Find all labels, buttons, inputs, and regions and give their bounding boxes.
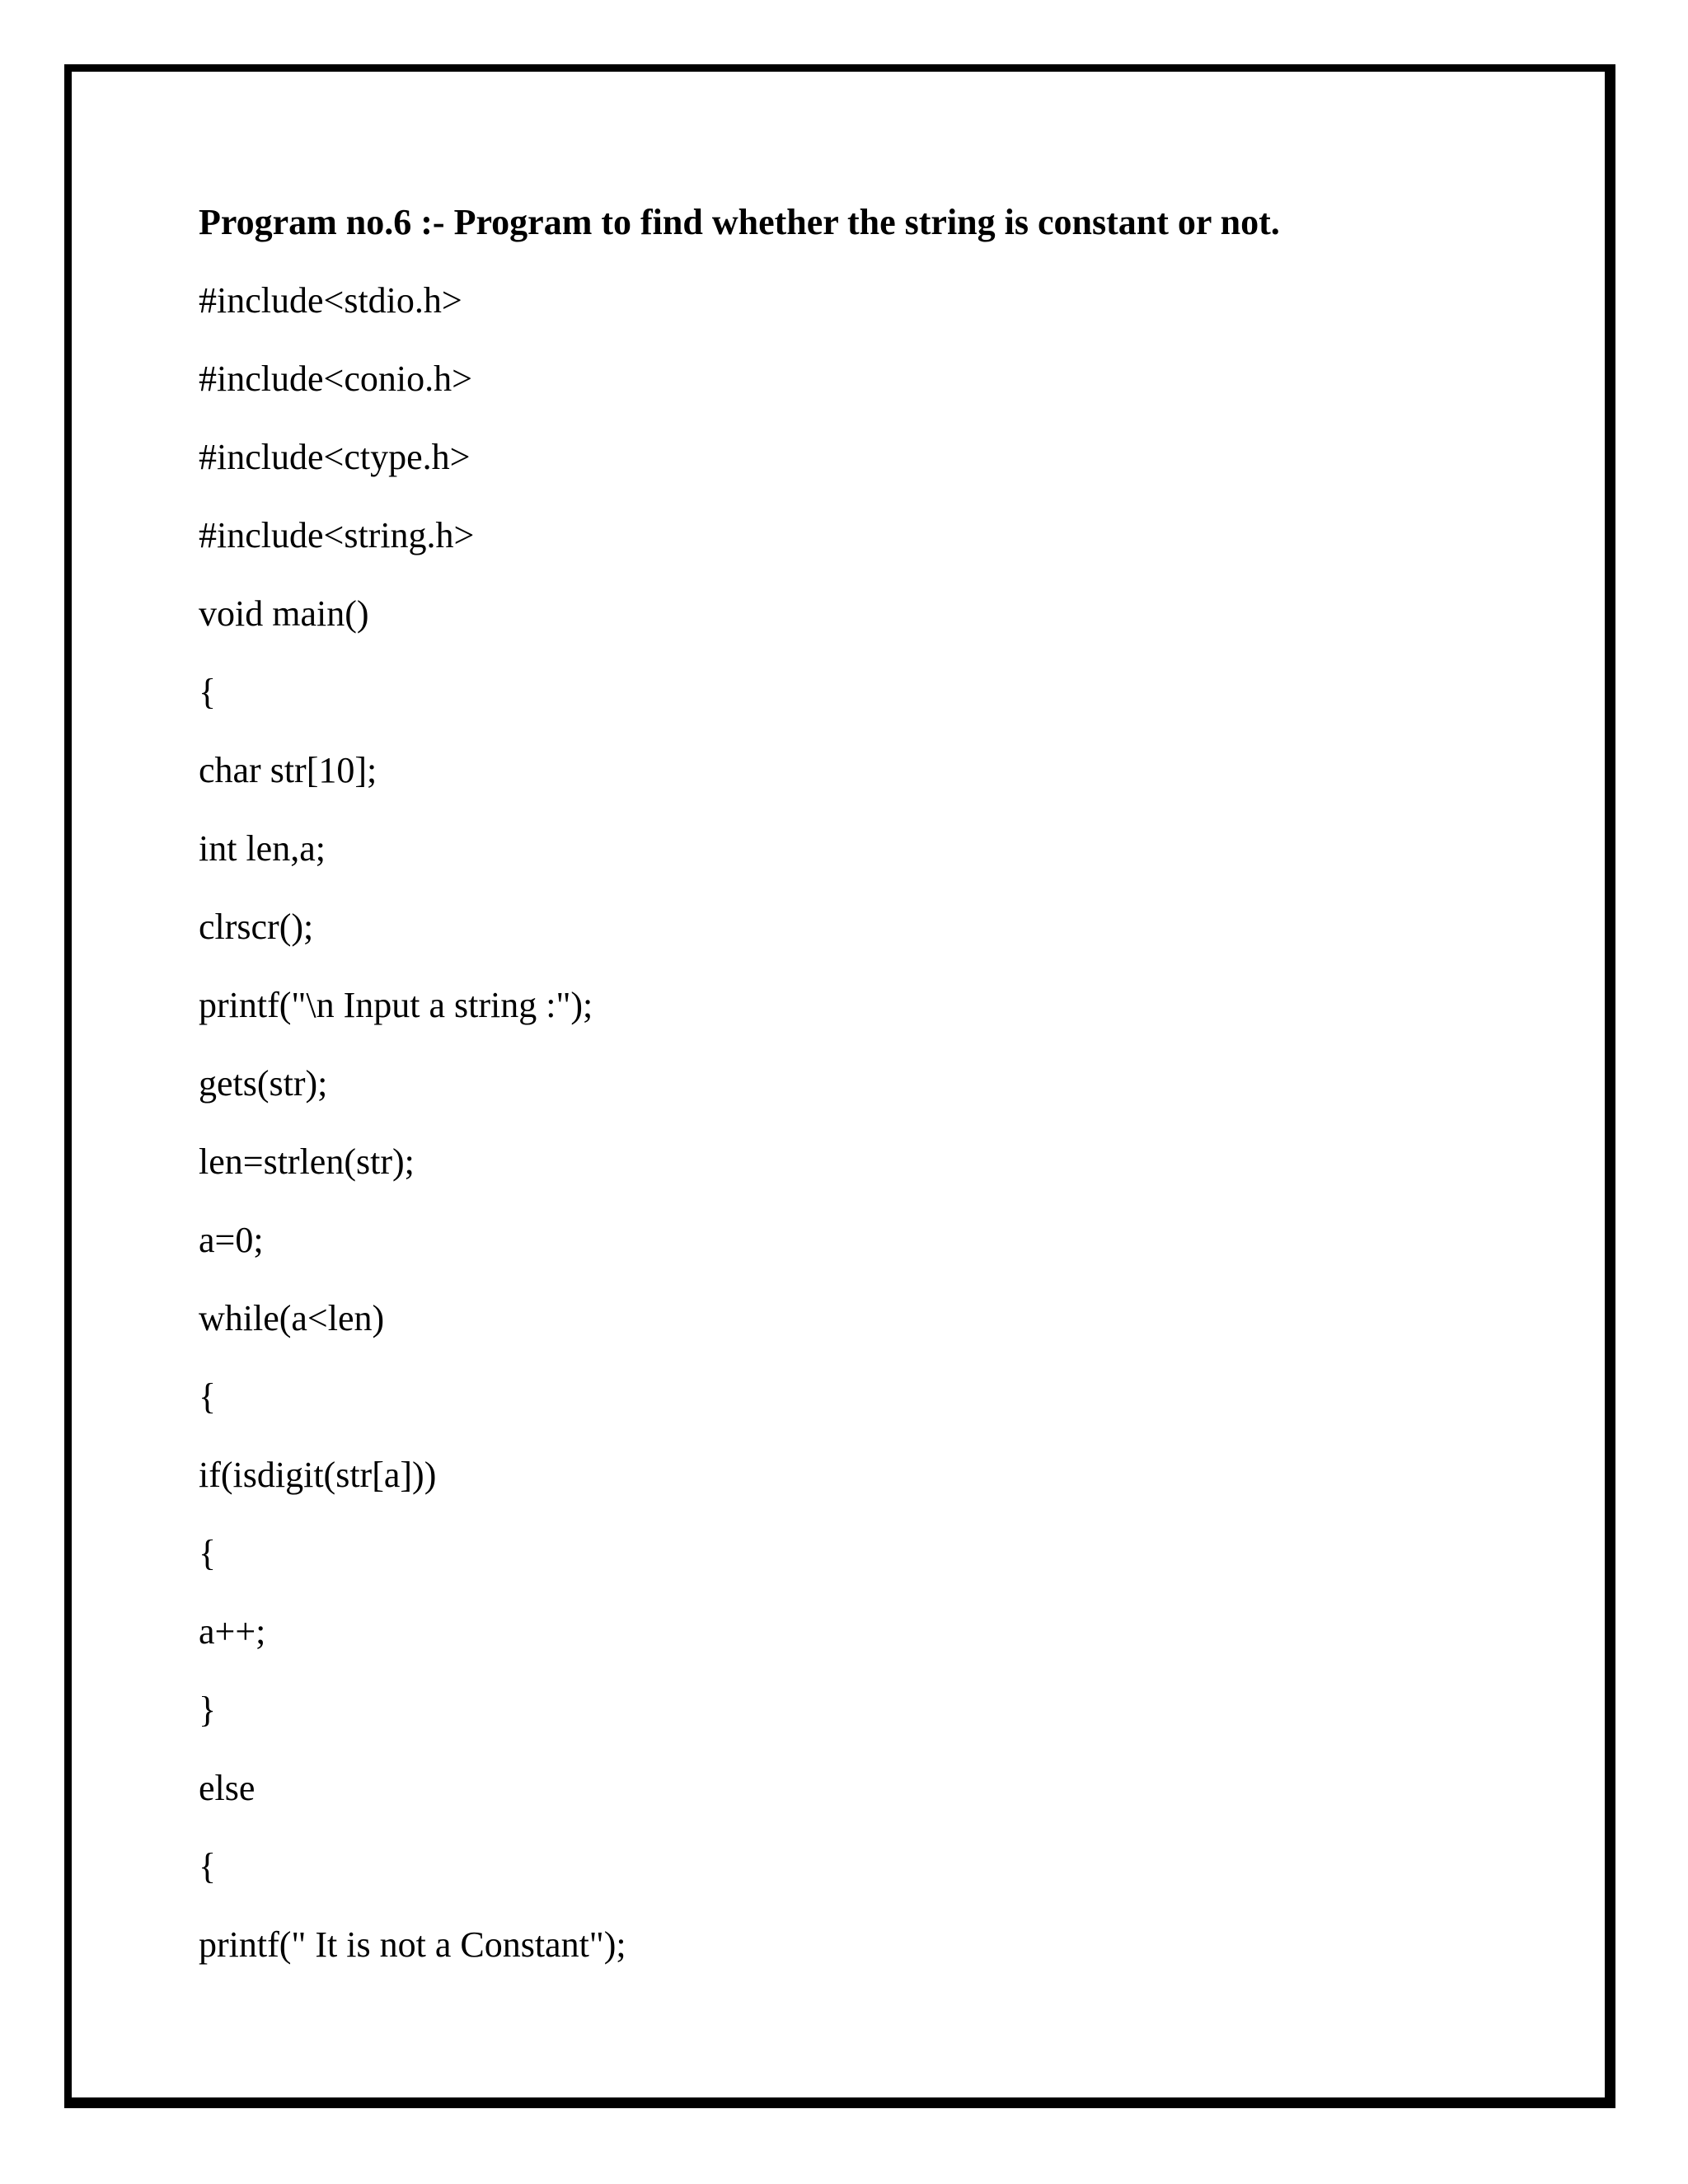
program-title: Program no.6 :- Program to find whether the string is constant or not. bbox=[199, 202, 1280, 242]
code-line: a=0; bbox=[199, 1220, 264, 1260]
code-line: } bbox=[199, 1690, 217, 1730]
code-line: a++; bbox=[199, 1611, 266, 1652]
code-line: #include<conio.h> bbox=[199, 359, 472, 399]
document-body bbox=[199, 186, 1517, 1987]
code-line: char str[10]; bbox=[199, 750, 377, 790]
code-line: { bbox=[199, 1376, 217, 1417]
code-line: while(a<len) bbox=[199, 1298, 385, 1338]
code-listing bbox=[199, 265, 1517, 1987]
code-line: int len,a; bbox=[199, 828, 326, 869]
code-line: printf("\n Input a string :"); bbox=[199, 985, 593, 1025]
code-line: { bbox=[199, 1533, 217, 1573]
code-line: void main() bbox=[199, 593, 369, 634]
code-line: len=strlen(str); bbox=[199, 1141, 415, 1182]
code-line: else bbox=[199, 1768, 256, 1808]
code-line: printf(" It is not a Constant"); bbox=[199, 1924, 626, 1965]
code-line: if(isdigit(str[a])) bbox=[199, 1455, 437, 1495]
code-line: #include<ctype.h> bbox=[199, 437, 471, 477]
code-line: clrscr(); bbox=[199, 907, 314, 947]
code-line: { bbox=[199, 672, 217, 712]
code-line: gets(str); bbox=[199, 1063, 328, 1104]
code-line: #include<string.h> bbox=[199, 515, 475, 555]
code-line: #include<stdio.h> bbox=[199, 280, 462, 321]
code-line: { bbox=[199, 1846, 217, 1886]
